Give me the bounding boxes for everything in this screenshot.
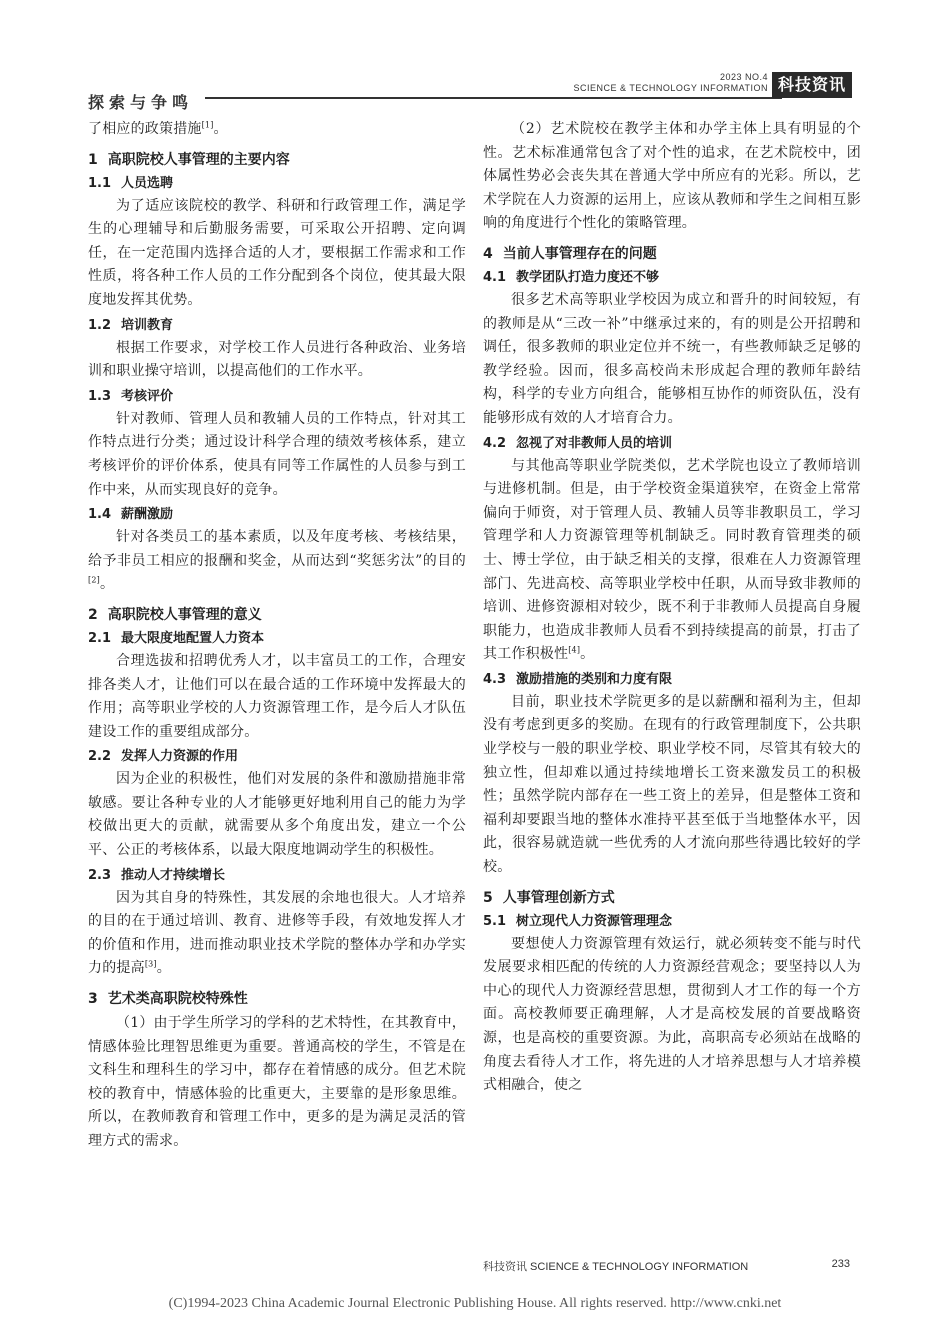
paragraph — [483, 455, 861, 667]
heading-number: 4.2 — [483, 435, 507, 451]
heading-text: 教学团队打造力度还不够 — [516, 269, 660, 285]
heading-number: 2.1 — [88, 630, 112, 646]
journal-brand-logo: 科技资讯 — [772, 72, 852, 98]
year-issue: 2023 NO.4 — [719, 72, 768, 82]
subsection-heading — [88, 386, 466, 407]
subsection-heading — [483, 433, 861, 454]
citation-ref: [1] — [201, 120, 214, 130]
heading-number: 1.2 — [88, 317, 112, 333]
page-number: 233 — [831, 1258, 850, 1270]
paragraph — [88, 195, 466, 313]
heading-number: 2.3 — [88, 867, 112, 883]
section-heading — [483, 887, 861, 909]
heading-text: 高职院校人事管理的主要内容 — [107, 151, 290, 168]
heading-text: 最大限度地配置人力资本 — [121, 630, 265, 646]
heading-number: 1 — [88, 151, 98, 168]
heading-number: 5 — [483, 889, 493, 906]
heading-text: 人事管理创新方式 — [502, 889, 615, 906]
paragraph — [88, 526, 466, 597]
heading-text: 艺术类高职院校特殊性 — [107, 991, 248, 1008]
heading-number: 4.3 — [483, 671, 507, 687]
header-rule — [205, 97, 782, 99]
subsection-heading — [88, 504, 466, 525]
heading-text: 推动人才持续增长 — [121, 867, 226, 883]
heading-text: 薪酬激励 — [121, 507, 174, 523]
citation-ref: [2] — [88, 575, 100, 585]
paragraph — [88, 1012, 466, 1154]
left-column — [88, 118, 466, 1154]
heading-number: 2.2 — [88, 749, 112, 765]
paragraph — [483, 933, 861, 1098]
subsection-heading — [483, 669, 861, 690]
subsection-heading — [88, 315, 466, 336]
footer-journal-name: 科技资讯 SCIENCE & TECHNOLOGY INFORMATION — [483, 1261, 749, 1273]
heading-text: 考核评价 — [121, 388, 174, 404]
heading-text: 培训教育 — [121, 317, 174, 333]
paragraph-text: 了相应的政策措施 — [88, 121, 202, 137]
citation-ref: [4] — [568, 645, 581, 655]
subsection-heading — [88, 173, 466, 194]
paragraph-text: 针对教师、管理人员和教辅人员的工作特点，针对其工作特点进行分类；通过设计科学合理的绩效考核体系，建立考核评价的评价体系，使具有同等工作属性的人员参与到工作中来，从而实现良好的竞争。 — [88, 410, 466, 498]
paragraph-text: （2）艺术院校在教学主体和办学主体上具有明显的个性。艺术标准通常包含了对个性的追求，在艺术院校中，团体属性势必会丧失其在普通大学中所应有的光彩。所以，艺术学院在人力资源的运用上，应该从教师和学生之间相互影响的角度进行个性化的策略管理。 — [483, 121, 861, 232]
paragraph-text: （1）由于学生所学习的学科的艺术特性，在其教育中，情感体验比理智思维更为重要。普通高校的学生，不管是在文科生和理科生的学习中，都存在着情感的成分。但艺术院校的教育中，情感体验的比重更大，主要靠的是形象思维。所以，在教师教育和管理工作中，更多的是为满足灵活的管理方式的需求。 — [88, 1015, 466, 1149]
heading-number: 1.1 — [88, 175, 112, 191]
section-heading — [88, 988, 466, 1010]
subsection-heading — [88, 865, 466, 886]
section-heading — [88, 604, 466, 626]
paragraph — [483, 289, 861, 431]
citation-ref: [3] — [144, 959, 157, 969]
heading-text: 发挥人力资源的作用 — [121, 749, 239, 765]
heading-text: 激励措施的类别和力度有限 — [516, 671, 673, 687]
copyright-line: (C)1994-2023 China Academic Journal Electronic Publishing House. All rights reserved. http://www.cnki.net — [168, 1296, 782, 1311]
heading-number: 1.4 — [88, 507, 112, 523]
paragraph-text: 因为企业的积极性，他们对发展的条件和激励措施非常敏感。要让各种专业的人才能够更好地利用自己的能力为学校做出更大的贡献，就需要从多个角度出发，建立一个公平、公正的考核体系，以最大限度地调动学生的积极性。 — [88, 771, 466, 859]
journal-meta — [573, 72, 768, 94]
paragraph — [88, 887, 466, 981]
paragraph-tail: 。 — [99, 576, 115, 593]
heading-number: 4 — [483, 245, 493, 262]
paragraph — [483, 118, 861, 236]
heading-text: 当前人事管理存在的问题 — [502, 245, 657, 262]
paragraph — [88, 768, 466, 862]
heading-number: 1.3 — [88, 388, 112, 404]
paragraph-text: 根据工作要求，对学校工作人员进行各种政治、业务培训和职业操守培训，以提高他们的工作水平。 — [88, 339, 466, 380]
paragraph — [88, 337, 466, 384]
paragraph — [88, 650, 466, 744]
heading-number: 4.1 — [483, 269, 507, 285]
paragraph — [483, 691, 861, 880]
subsection-heading — [483, 911, 861, 932]
subsection-heading — [88, 746, 466, 767]
paragraph-text: 很多艺术高等职业学校因为成立和晋升的时间较短，有的教师是从“三改一补”中继承过来的，有的则是公开招聘和调任，很多教师的职业定位并不统一，有些教师缺乏足够的教学经验。因而，很多高校尚未形成起合理的教师年龄结构，科学的专业方向组合，能够相互协作的师资队伍，没有能够形成有效的人才培育合力。 — [483, 291, 861, 426]
heading-text: 人员选聘 — [121, 175, 174, 191]
page-footer — [483, 1258, 855, 1274]
heading-text: 树立现代人力资源管理理念 — [516, 913, 673, 929]
heading-number: 3 — [88, 991, 98, 1008]
paragraph-text: 与其他高等职业学院类似，艺术学院也设立了教师培训与进修机制。但是，由于学校资金渠道狭窄，在资金上常常偏向于师资，对于管理人员、教辅人员等非教职员工，学习管理学和人力资源管理等机制缺乏。同时教育管理类的硕士、博士学位，由于缺乏相关的支撑，很难在人力资源管理部门、先进高校、高等职业学校中任职，从而导致非教师的培训、进修资源相对较少，既不利于非教师人员提高自身履职能力，也造成非教师人员看不到持续提高的前景，打击了其工作积极性 — [483, 457, 861, 663]
heading-text: 忽视了对非教师人员的培训 — [516, 435, 673, 451]
paragraph — [88, 408, 466, 502]
paragraph — [88, 118, 466, 142]
paragraph-text: 因为其自身的特殊性，其发展的余地也很大。人才培养的目的在于通过培训、教育、进修等手段，有效地发挥人才的价值和作用，进而推动职业技术学院的整体办学和办学实力的提高 — [88, 889, 466, 977]
paragraph-text: 为了适应该院校的教学、科研和行政管理工作，满足学生的心理辅导和后勤服务需要，可采取公开招聘、定向调任，在一定范围内选择合适的人才，要根据工作需求和工作性质，将各种工作人员的工作分配到各个岗位，使其最大限度地发挥其优势。 — [88, 197, 466, 308]
subsection-heading — [88, 628, 466, 649]
section-title: 探索与争鸣 — [88, 93, 194, 112]
paragraph-text: 合理选拔和招聘优秀人才，以丰富员工的工作，合理安排各类人才，让他们可以在最合适的工作环境中发挥最大的作用；高等职业学校的人力资源管理工作，是今后人才队伍建设工作的重要组成部分。 — [88, 652, 466, 740]
paragraph-tail: 。 — [213, 121, 228, 137]
paragraph-tail: 。 — [156, 960, 171, 977]
section-heading — [483, 243, 861, 265]
paragraph-text: 要想使人力资源管理有效运行，就必须转变不能与时代发展要求相匹配的传统的人力资源经营观念；要坚持以人为中心的现代人力资源经营思想，贯彻到人才工作的每一个方面。高校教师要正确理解，人才是高校发展的首要战略资源，也是高校的重要资源。为此，高职高专必须站在战略的角度去看待人才工作，将先进的人才培养思想与人才培养模式相融合，使之 — [483, 935, 861, 1094]
subsection-heading — [483, 267, 861, 288]
paragraph-text: 针对各类员工的基本素质，以及年度考核、考核结果，给予非员工相应的报酬和奖金，从而达到“奖惩劣汰”的目的 — [88, 529, 466, 569]
section-heading — [88, 149, 466, 171]
heading-text: 高职院校人事管理的意义 — [107, 606, 262, 623]
heading-number: 5.1 — [483, 913, 507, 929]
paragraph-tail: 。 — [580, 646, 595, 663]
heading-number: 2 — [88, 606, 98, 623]
paragraph-text: 目前，职业技术学院更多的是以薪酬和福利为主，但却没有考虑到更多的奖励。在现有的行政管理制度下，公共职业学校与一般的职业学校、职业学校不同，尽管其有较大的独立性，但却难以通过持续地增长工资来激发员工的积极性；虽然学院内部存在一些工资上的差异，但是整体工资和福利却要跟当地的整体水准持平甚至低于当地整体水平，因此，很容易就造就一些优秀的人才流向那些待遇比较好的学校。 — [483, 693, 861, 876]
journal-english-name: SCIENCE & TECHNOLOGY INFORMATION — [573, 83, 768, 93]
right-column — [483, 118, 861, 1098]
